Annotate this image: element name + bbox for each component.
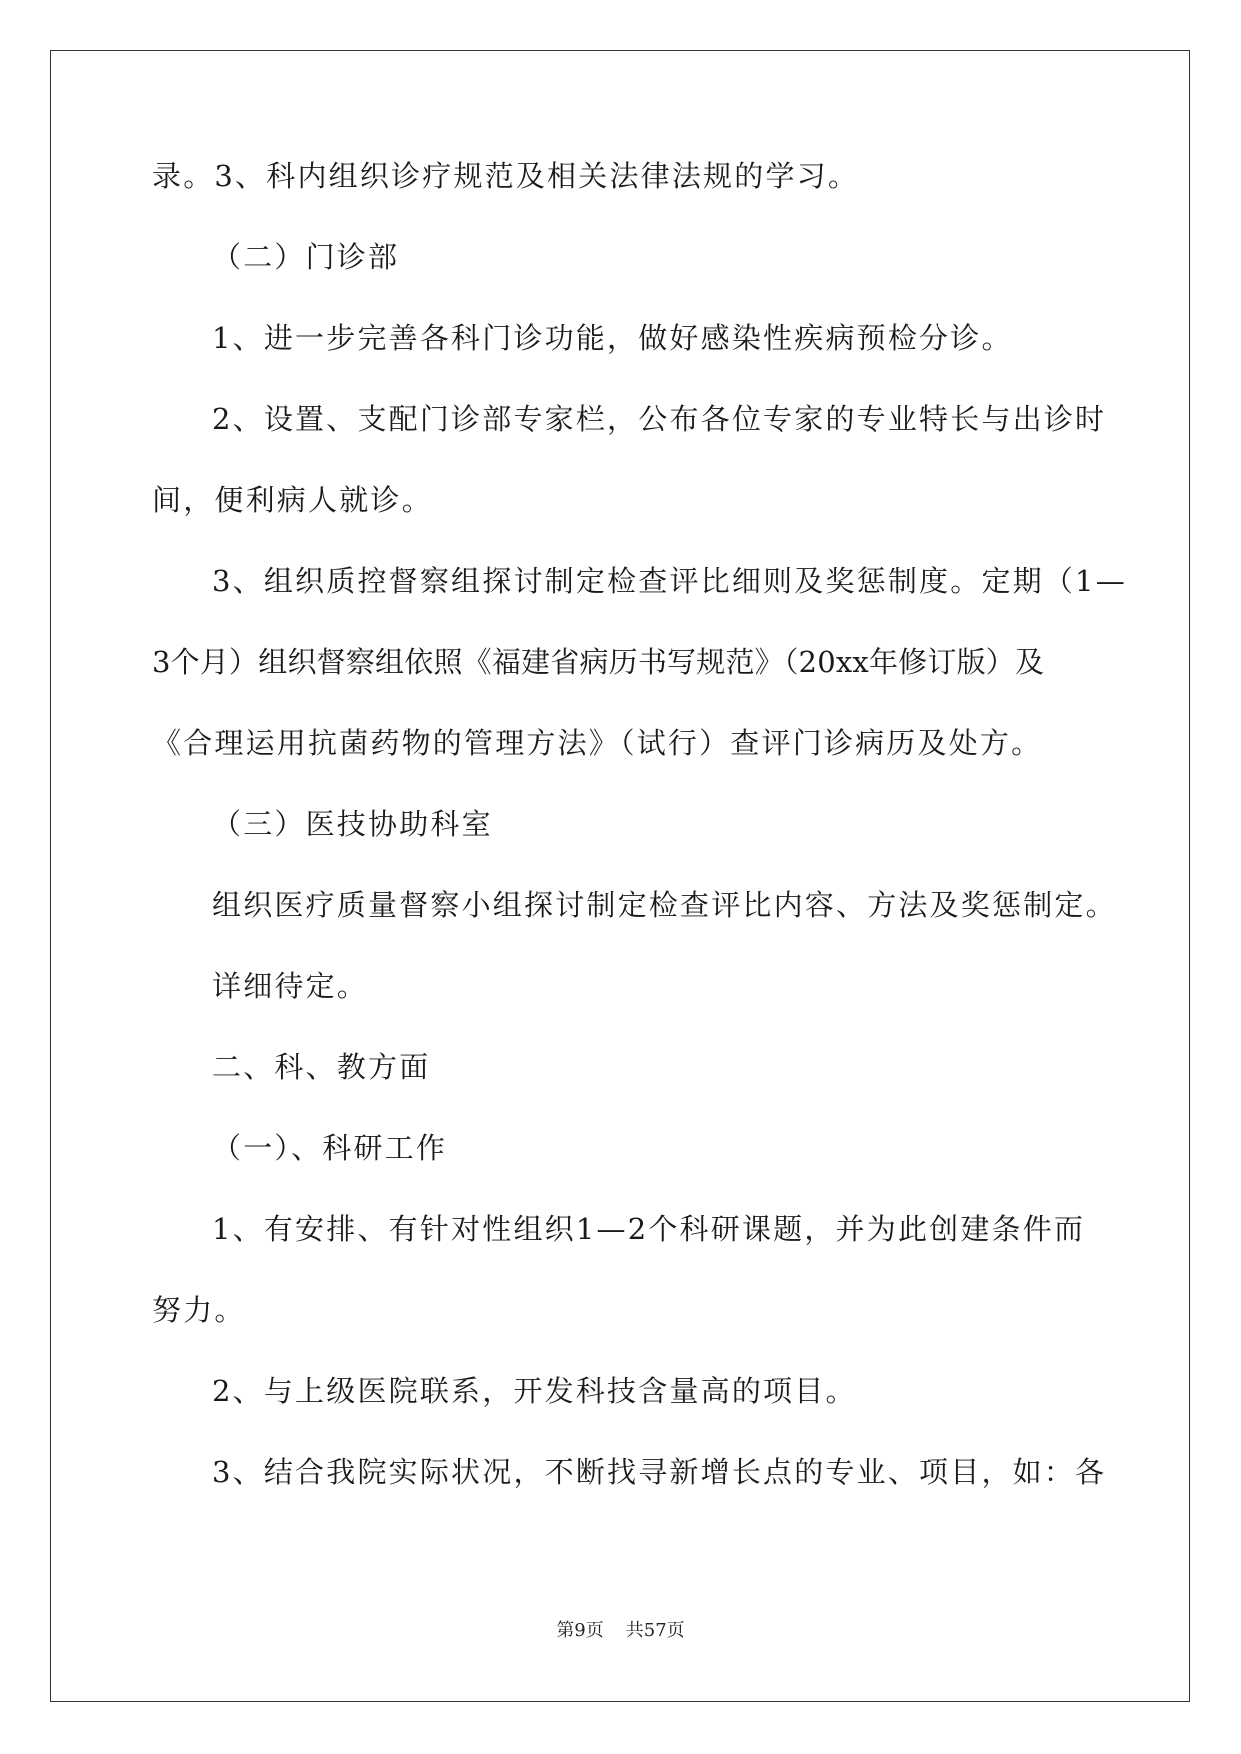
text-line: 2、与上级医院联系，开发科技含量高的项目。 (212, 1374, 857, 1408)
page-number: 第9页 (556, 1620, 604, 1641)
section-heading-science-education: 二、科、教方面 (212, 1050, 431, 1084)
text-line: 3、组织质控督察组探讨制定检查评比细则及奖惩制度。定期（1— (212, 564, 1127, 598)
section-heading-outpatient: （二）门诊部 (212, 240, 400, 274)
text-line: 2、设置、支配门诊部专家栏，公布各位专家的专业特长与出诊时 (212, 402, 1107, 436)
section-heading-medtech: （三）医技协助科室 (212, 807, 493, 841)
text-line: 3、结合我院实际状况，不断找寻新增长点的专业、项目，如：各 (212, 1455, 1107, 1489)
page-footer (0, 1619, 1241, 1643)
text-line: 间，便利病人就诊。 (152, 483, 433, 517)
text-line: 录。3、科内组织诊疗规范及相关法律法规的学习。 (152, 159, 860, 193)
text-line: 3个月）组织督察组依照《福建省病历书写规范》（20xx年修订版）及 (152, 645, 1045, 679)
text-line: 组织医疗质量督察小组探讨制定检查评比内容、方法及奖惩制定。 (212, 888, 1117, 922)
text-line: 详细待定。 (212, 969, 369, 1003)
text-line: 《合理运用抗菌药物的管理方法》（试行）查评门诊病历及处方。 (152, 726, 1043, 760)
section-heading-research: （一）、科研工作 (212, 1131, 448, 1165)
page-total: 共57页 (625, 1620, 685, 1641)
text-line: 努力。 (152, 1293, 246, 1327)
text-line: 1、进一步完善各科门诊功能，做好感染性疾病预检分诊。 (212, 321, 1013, 355)
text-line: 1、有安排、有针对性组织1—2个科研课题，并为此创建条件而 (212, 1212, 1086, 1246)
